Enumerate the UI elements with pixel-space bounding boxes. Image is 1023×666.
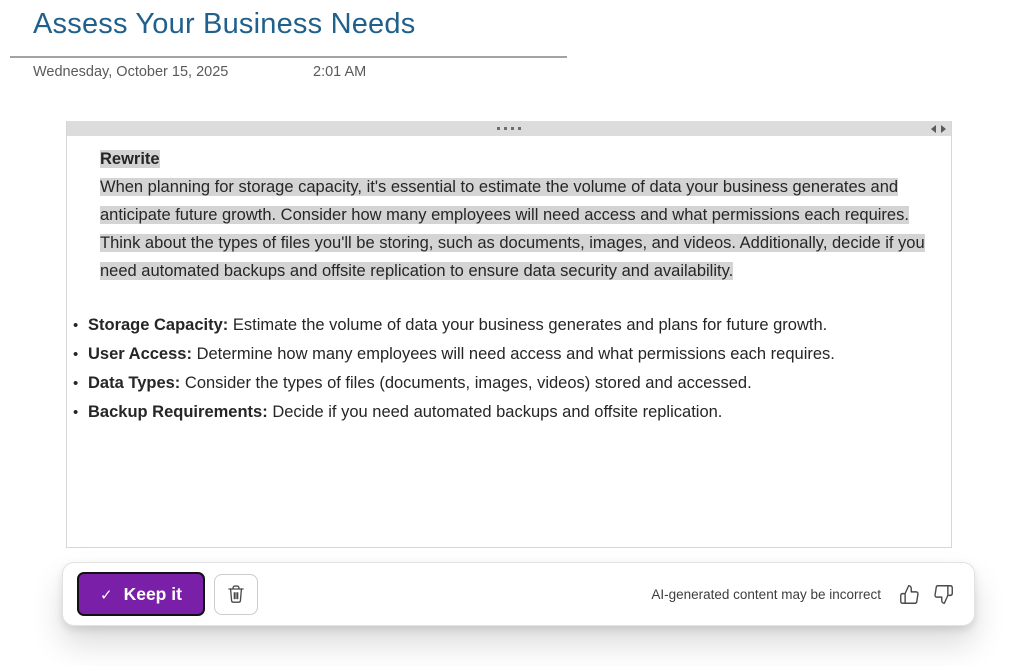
bullet-label: Storage Capacity: bbox=[88, 316, 229, 334]
note-body[interactable] bbox=[67, 136, 951, 427]
bullet-label: Backup Requirements: bbox=[88, 403, 268, 421]
page-title[interactable]: Assess Your Business Needs bbox=[33, 8, 416, 40]
page-date: Wednesday, October 15, 2025 bbox=[33, 64, 229, 80]
bullet-text: Consider the types of files (documents, images, videos) stored and accessed. bbox=[184, 374, 752, 392]
list-item bbox=[67, 398, 913, 427]
arrow-right-icon[interactable] bbox=[941, 125, 946, 133]
ai-action-bar bbox=[62, 562, 975, 626]
rewrite-heading: Rewrite bbox=[100, 150, 160, 168]
keep-it-button[interactable] bbox=[77, 572, 205, 616]
ai-disclaimer: AI-generated content may be incorrect bbox=[651, 586, 881, 602]
outline-drag-handle[interactable] bbox=[67, 121, 951, 136]
outline-resize-arrows bbox=[931, 121, 946, 136]
check-icon: ✓ bbox=[100, 586, 113, 604]
thumbs-down-icon bbox=[933, 584, 954, 605]
drag-handle-icon bbox=[497, 127, 521, 130]
bullet-label: User Access: bbox=[88, 345, 192, 363]
keep-it-label: Keep it bbox=[123, 583, 182, 604]
trash-icon bbox=[226, 584, 246, 604]
bullet-icon: • bbox=[73, 346, 79, 363]
bullet-icon: • bbox=[73, 404, 79, 421]
list-item bbox=[67, 340, 913, 369]
arrow-left-icon[interactable] bbox=[931, 125, 936, 133]
thumbs-up-button[interactable] bbox=[897, 582, 922, 607]
bullet-list bbox=[67, 311, 913, 427]
list-item bbox=[67, 369, 913, 398]
bullet-text: Estimate the volume of data your business generates and plans for future growth. bbox=[232, 316, 828, 334]
bullet-text: Determine how many employees will need access and what permissions each requires. bbox=[196, 345, 835, 363]
list-item bbox=[67, 311, 913, 340]
note-outline-container bbox=[66, 121, 952, 548]
thumbs-up-icon bbox=[899, 584, 920, 605]
thumbs-down-button[interactable] bbox=[931, 582, 956, 607]
rewrite-block bbox=[100, 145, 935, 285]
bullet-icon: • bbox=[73, 375, 79, 392]
rewrite-paragraph: When planning for storage capacity, it's essential to estimate the volume of data your business generates and anticipate future growth. Consider how many employees will need access and what permissions each requires. Think about the types of files you'll be storing, such as documents, images, and videos. Additionally, decide if you need automated backups and offsite replication to ensure data security and availability. bbox=[100, 178, 925, 280]
bullet-icon: • bbox=[73, 317, 79, 334]
title-underline bbox=[10, 56, 567, 58]
bullet-label: Data Types: bbox=[88, 374, 181, 392]
discard-button[interactable] bbox=[214, 574, 258, 615]
bullet-text: Decide if you need automated backups and offsite replication. bbox=[272, 403, 723, 421]
page-time: 2:01 AM bbox=[313, 64, 367, 80]
